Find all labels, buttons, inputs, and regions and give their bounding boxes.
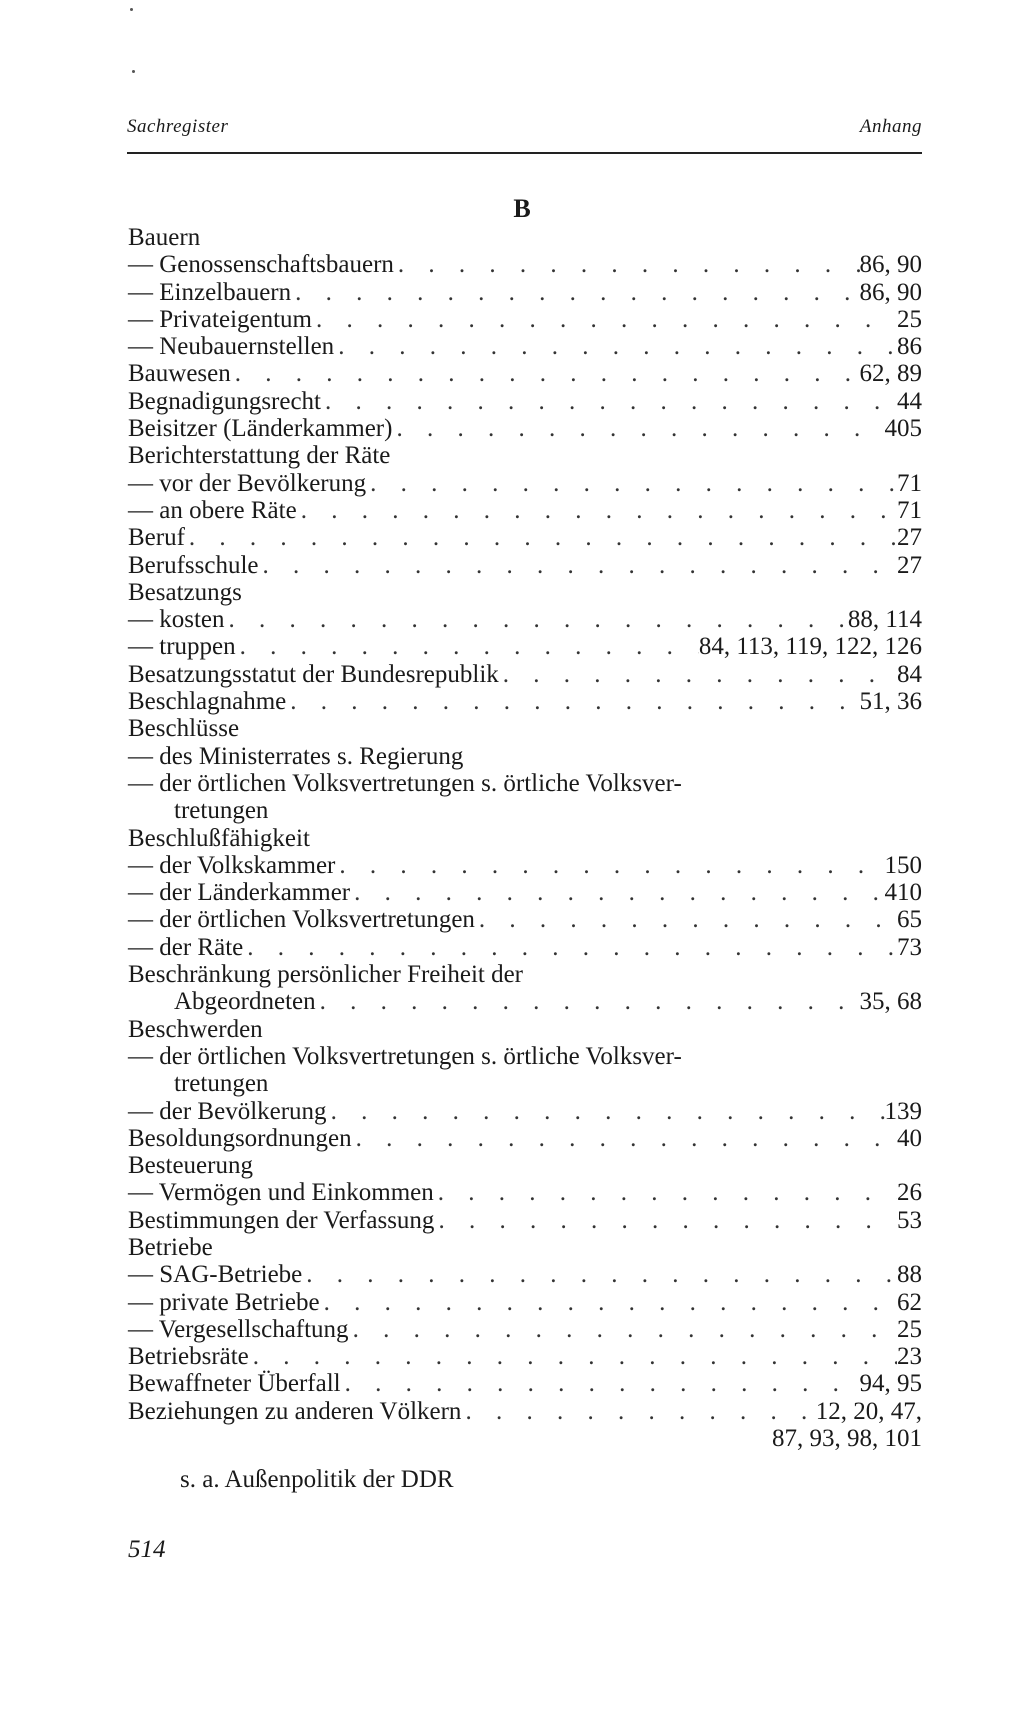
header-left: Sachregister bbox=[127, 116, 229, 137]
index-entry bbox=[128, 579, 922, 606]
index-term: Beschwerden bbox=[128, 1015, 263, 1043]
dot-leader bbox=[327, 1098, 885, 1125]
index-entry bbox=[128, 1207, 922, 1234]
index-entry bbox=[128, 879, 922, 906]
index-entry bbox=[128, 333, 922, 360]
index-term: tretungen bbox=[174, 1070, 269, 1098]
index-entry bbox=[128, 251, 922, 278]
index-pages: 27 bbox=[897, 551, 922, 579]
dot-leader bbox=[316, 988, 860, 1015]
dot-leader bbox=[349, 1316, 897, 1343]
index-pages: 27 bbox=[897, 524, 922, 552]
index-entry bbox=[128, 715, 922, 742]
dot-leader bbox=[350, 879, 884, 906]
dot-leader bbox=[461, 1398, 815, 1425]
dot-leader bbox=[366, 470, 897, 497]
index-term: Beschlußfähigkeit bbox=[128, 824, 310, 852]
index-entries bbox=[128, 224, 922, 1425]
index-term: — private Betriebe bbox=[128, 1288, 320, 1316]
index-entry bbox=[128, 1098, 922, 1125]
dot-leader bbox=[499, 661, 897, 688]
dot-leader bbox=[225, 606, 848, 633]
dot-leader bbox=[249, 1343, 897, 1370]
index-pages: 88, 114 bbox=[847, 606, 922, 634]
index-entry bbox=[128, 1289, 922, 1316]
index-term: Beschränkung persönlicher Freiheit der bbox=[128, 961, 524, 989]
index-term: — Einzelbauern bbox=[128, 278, 292, 306]
index-term: — truppen bbox=[128, 633, 236, 661]
header-right: Anhang bbox=[859, 116, 922, 137]
index-pages: 25 bbox=[897, 305, 922, 333]
index-pages: 12, 20, 47, bbox=[815, 1397, 922, 1425]
index-entry bbox=[128, 1316, 922, 1343]
index-pages: 84 bbox=[897, 660, 922, 688]
index-entry bbox=[128, 306, 922, 333]
index-pages: 73 bbox=[897, 933, 922, 961]
index-term: — der örtlichen Volksvertretungen s. örtliche Volksver- bbox=[128, 1042, 682, 1070]
index-pages: 23 bbox=[897, 1343, 922, 1371]
dot-leader bbox=[341, 1370, 860, 1397]
index-pages: 86, 90 bbox=[859, 278, 922, 306]
index-pages: 25 bbox=[897, 1315, 922, 1343]
index-term: — der Volkskammer bbox=[128, 851, 336, 879]
index-entry bbox=[128, 388, 922, 415]
dot-leader bbox=[335, 852, 884, 879]
dot-leader bbox=[434, 1207, 897, 1234]
index-entry bbox=[128, 633, 922, 660]
index-term: — SAG-Betriebe bbox=[128, 1261, 303, 1289]
print-speck bbox=[130, 8, 133, 11]
index-term: Bauwesen bbox=[128, 360, 231, 388]
index-term: Beisitzer (Länderkammer) bbox=[128, 415, 393, 443]
index-pages: 405 bbox=[884, 415, 922, 443]
index-entry bbox=[128, 1070, 922, 1097]
index-entry bbox=[128, 661, 922, 688]
index-entry bbox=[128, 688, 922, 715]
index-term: Beschlagnahme bbox=[128, 688, 287, 716]
index-pages: 94, 95 bbox=[859, 1370, 922, 1398]
index-term: Bewaffneter Überfall bbox=[128, 1370, 341, 1398]
index-entry bbox=[128, 524, 922, 551]
index-entry bbox=[128, 279, 922, 306]
index-pages: 51, 36 bbox=[859, 688, 922, 716]
index-term: — der Bevölkerung bbox=[128, 1097, 327, 1125]
pages-continuation: 87, 93, 98, 101 bbox=[772, 1425, 922, 1453]
index-pages: 35, 68 bbox=[859, 988, 922, 1016]
dot-leader bbox=[286, 688, 859, 715]
index-term: Besatzungsstatut der Bundesrepublik bbox=[128, 660, 499, 688]
index-term: — des Ministerrates s. Regierung bbox=[128, 742, 464, 770]
index-pages: 26 bbox=[897, 1179, 922, 1207]
index-entry bbox=[128, 1179, 922, 1206]
dot-leader bbox=[243, 934, 897, 961]
index-term: Beziehungen zu anderen Völkern bbox=[128, 1397, 462, 1425]
index-entry bbox=[128, 1234, 922, 1261]
index-entry bbox=[128, 552, 922, 579]
index-term: Begnadigungsrecht bbox=[128, 387, 322, 415]
index-pages: 86 bbox=[897, 333, 922, 361]
index-term: Bauern bbox=[128, 224, 201, 251]
see-also-reference: s. a. Außenpolitik der DDR bbox=[180, 1466, 454, 1494]
index-term: Betriebe bbox=[128, 1233, 213, 1261]
dot-leader bbox=[352, 1125, 897, 1152]
dot-leader bbox=[302, 1261, 897, 1288]
index-pages: 40 bbox=[897, 1124, 922, 1152]
dot-leader bbox=[236, 633, 699, 660]
index-entry bbox=[128, 415, 922, 442]
index-pages: 44 bbox=[897, 387, 922, 415]
index-list bbox=[128, 224, 922, 1494]
index-entry bbox=[128, 906, 922, 933]
index-term: Besatzungs bbox=[128, 578, 242, 606]
dot-leader bbox=[392, 415, 884, 442]
index-entry bbox=[128, 1261, 922, 1288]
index-entry bbox=[128, 224, 922, 251]
index-term: Besoldungsordnungen bbox=[128, 1124, 352, 1152]
index-term: — Vergesellschaftung bbox=[128, 1315, 349, 1343]
index-entry bbox=[128, 1125, 922, 1152]
running-header bbox=[127, 116, 922, 138]
index-term: — vor der Bevölkerung bbox=[128, 469, 367, 497]
index-entry bbox=[128, 825, 922, 852]
index-entry bbox=[128, 360, 922, 387]
index-term: Besteuerung bbox=[128, 1152, 253, 1180]
dot-leader bbox=[185, 524, 897, 551]
dot-leader bbox=[334, 333, 897, 360]
index-entry bbox=[128, 797, 922, 824]
index-entry bbox=[128, 1343, 922, 1370]
dot-leader bbox=[297, 497, 897, 524]
index-pages: 71 bbox=[897, 496, 922, 524]
index-term: — an obere Räte bbox=[128, 496, 297, 524]
index-term: — Neubauernstellen bbox=[128, 333, 335, 361]
header-rule bbox=[127, 152, 922, 154]
index-pages: 53 bbox=[897, 1206, 922, 1234]
index-pages: 62 bbox=[897, 1288, 922, 1316]
index-term: — Vermögen und Einkommen bbox=[128, 1179, 434, 1207]
index-term: — Privateigentum bbox=[128, 305, 312, 333]
index-entry bbox=[128, 1016, 922, 1043]
index-entry bbox=[128, 743, 922, 770]
dot-leader bbox=[312, 306, 897, 333]
index-entry bbox=[128, 988, 922, 1015]
index-pages: 86, 90 bbox=[859, 251, 922, 279]
index-term: Beschlüsse bbox=[128, 715, 240, 743]
dot-leader bbox=[259, 552, 897, 579]
index-entry bbox=[128, 1398, 922, 1425]
index-entry bbox=[128, 1370, 922, 1397]
page-number: 514 bbox=[128, 1536, 166, 1563]
index-term: — Genossenschaftsbauern bbox=[128, 251, 394, 279]
index-term: Abgeordneten bbox=[174, 988, 316, 1016]
index-term: Betriebsräte bbox=[128, 1343, 249, 1371]
index-term: Bestimmungen der Verfassung bbox=[128, 1206, 435, 1234]
dot-leader bbox=[321, 388, 897, 415]
index-entry bbox=[128, 606, 922, 633]
index-pages: 150 bbox=[884, 851, 922, 879]
index-entry bbox=[128, 442, 922, 469]
index-term: — der örtlichen Volksvertretungen s. örtliche Volksver- bbox=[128, 769, 682, 797]
index-pages: 65 bbox=[897, 906, 922, 934]
index-pages: 62, 89 bbox=[859, 360, 922, 388]
dot-leader bbox=[434, 1179, 897, 1206]
index-entry bbox=[128, 497, 922, 524]
index-entry bbox=[128, 770, 922, 797]
dot-leader bbox=[291, 279, 859, 306]
index-entry bbox=[128, 470, 922, 497]
index-term: — kosten bbox=[128, 606, 225, 634]
index-entry bbox=[128, 961, 922, 988]
index-term: Berichterstattung der Räte bbox=[128, 442, 391, 470]
index-entry bbox=[128, 934, 922, 961]
index-term: — der Länderkammer bbox=[128, 879, 351, 907]
index-pages: 88 bbox=[897, 1261, 922, 1289]
index-term: — der örtlichen Volksvertretungen bbox=[128, 906, 475, 934]
index-term: Berufsschule bbox=[128, 551, 259, 579]
index-term: tretungen bbox=[174, 797, 269, 825]
index-pages: 84, 113, 119, 122, 126 bbox=[698, 633, 922, 661]
index-term: — der Räte bbox=[128, 933, 244, 961]
dot-leader bbox=[475, 906, 897, 933]
index-term: Beruf bbox=[128, 524, 185, 552]
dot-leader bbox=[231, 360, 860, 387]
index-entry bbox=[128, 1043, 922, 1070]
index-pages: 139 bbox=[884, 1097, 922, 1125]
index-pages: 410 bbox=[884, 879, 922, 907]
section-letter: B bbox=[513, 194, 531, 223]
index-pages: 71 bbox=[897, 469, 922, 497]
index-entry bbox=[128, 1152, 922, 1179]
index-entry bbox=[128, 852, 922, 879]
print-speck bbox=[132, 70, 135, 73]
dot-leader bbox=[394, 251, 860, 278]
dot-leader bbox=[320, 1289, 897, 1316]
